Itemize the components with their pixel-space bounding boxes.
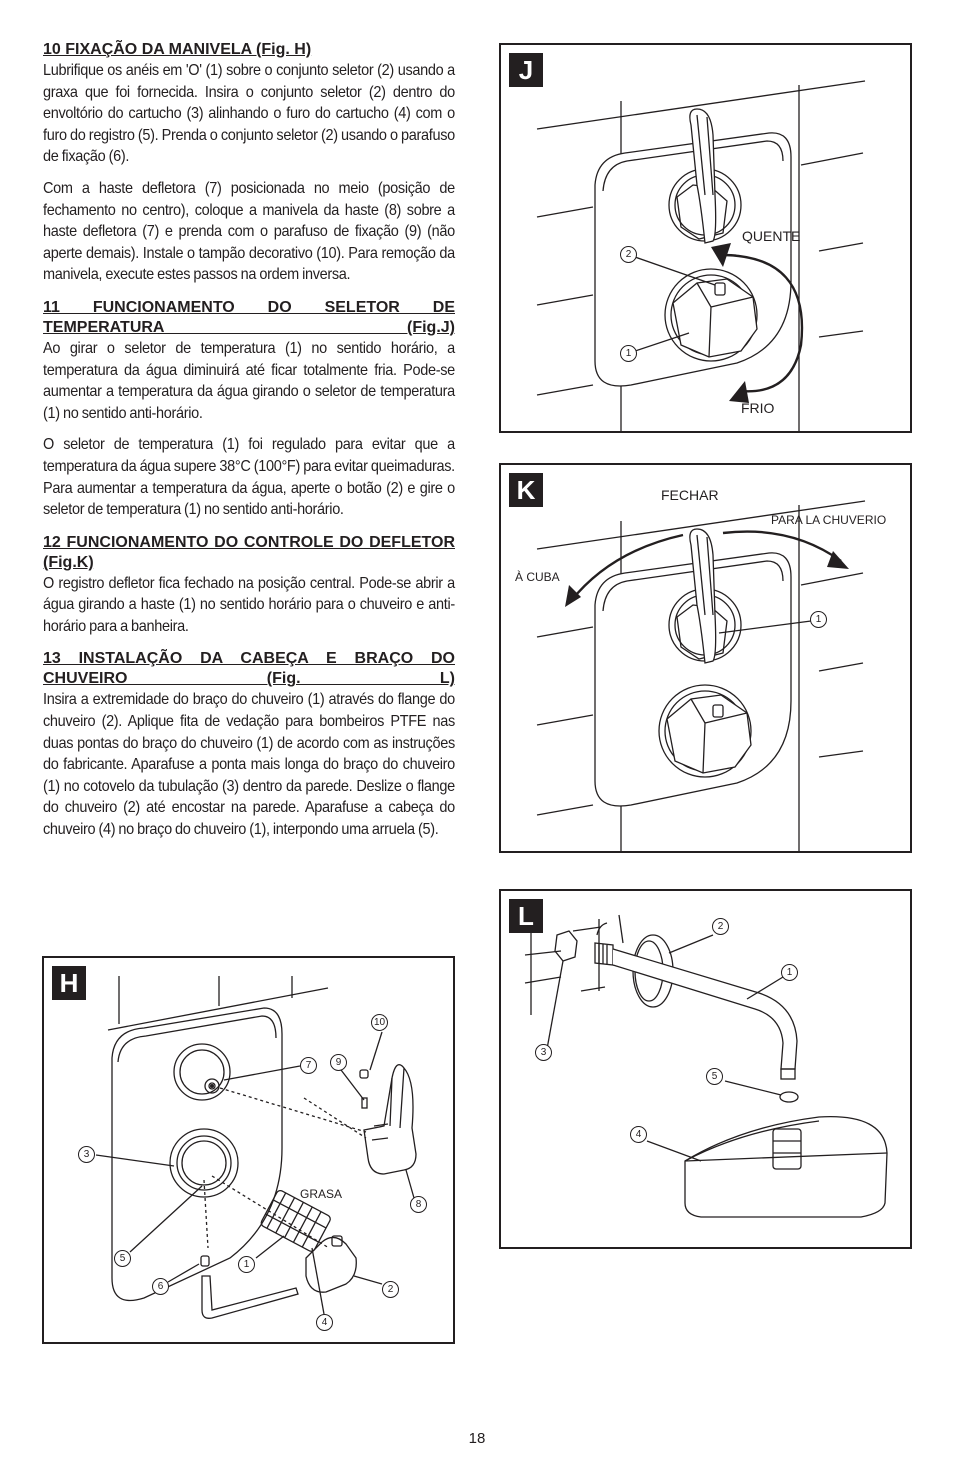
- section-12-title: 12 FUNCIONAMENTO DO CONTROLE DO DEFLETOR (Fig.K): [43, 533, 455, 571]
- figure-h-callout-10: 10: [371, 1014, 388, 1031]
- section-13-paragraph-1: Insira a extremidade do braço do chuveiro (1) através do flange do chuveiro (2). Aplique fita de vedação para bombeiros PTFE nas duas pontas do braço do chuveiro (1) de acordo com as instruções do fabricante. Aparafuse a ponta mais longa do braço do chuveiro (1) no cotovelo da tubulação (3) dentro da parede. Deslize o flange do chuveiro (2) até encostar na parede. Aparafuse a cabeça do chuveiro (4) no braço do chuveiro (1), interpondo uma arruela (5).: [43, 691, 455, 839]
- figure-h-callout-4: 4: [316, 1314, 333, 1331]
- figure-h-callout-3: 3: [78, 1146, 95, 1163]
- section-10-paragraph-1: Lubrifique os anéis em 'O' (1) sobre o conjunto seletor (2) usando a graxa que foi fornecida. Insira o conjunto seletor (2) dentro do envoltório do cartucho (3) alinhando o furo do cartucho (4) com o furo do registro (5). Prenda o conjunto seletor (2) usando o parafuso de fixação (6).: [43, 62, 455, 166]
- figure-l-callout-3: 3: [535, 1044, 552, 1061]
- figure-k-callout-1: 1: [810, 611, 827, 628]
- figure-h-callout-2: 2: [382, 1281, 399, 1298]
- figure-h: [42, 956, 455, 1344]
- figure-l-callout-4: 4: [630, 1126, 647, 1143]
- instructions-column: [43, 40, 455, 841]
- figure-k-letter: K: [509, 473, 543, 507]
- figure-j-letter: J: [509, 53, 543, 87]
- figure-h-letter: H: [52, 966, 86, 1000]
- figure-j-callout-2: 2: [620, 246, 637, 263]
- figure-h-callout-1: 1: [238, 1256, 255, 1273]
- figure-k-shower-label: PARA LA CHUVERIO: [771, 513, 887, 527]
- figure-l-letter: L: [509, 899, 543, 933]
- figure-l-callout-2: 2: [712, 918, 729, 935]
- section-10-paragraph-2: Com a haste defletora (7) posicionada no meio (posição de fechamento no centro), coloque a manivela da haste (8) sobre a haste defletora (7) e prenda com o parafuso de fixação (9) (não aperte demais). Instale o tampão decorativo (10). Para remoção da manivela, execute estes passos na ordem inversa.: [43, 179, 455, 284]
- figure-j-cold-label: FRIO: [741, 400, 775, 416]
- figure-j: [499, 43, 912, 433]
- figure-h-grasa-label: GRASA: [300, 1187, 343, 1201]
- page-number: 18: [468, 1430, 486, 1447]
- section-13-title: 13 INSTALAÇÃO DA CABEÇA E BRAÇO DO CHUVEIRO (Fig. L): [43, 650, 455, 688]
- figure-l: [499, 889, 912, 1249]
- figure-j-hot-label: QUENTE: [742, 228, 801, 244]
- figure-j-drawing: [501, 45, 914, 435]
- figure-h-callout-9: 9: [330, 1054, 347, 1071]
- section-11-paragraph-2: O seletor de temperatura (1) foi regulado para evitar que a temperatura da água supere 38°C (100°F) para evitar queimaduras. Para aumentar a temperatura da água, aperte o botão (2) e gire o seletor de temperatura (1) no sentido anti-horário.: [43, 436, 455, 519]
- section-12-paragraph-1: O registro defletor fica fechado na posição central. Pode-se abrir a água girando a haste (1) no sentido horário para o chuveiro e anti-horário para a banheira.: [43, 574, 455, 635]
- figure-h-callout-6: 6: [152, 1278, 169, 1295]
- figure-l-callout-5: 5: [706, 1068, 723, 1085]
- figure-h-callout-7: 7: [300, 1057, 317, 1074]
- section-10-title: 10 FIXAÇÃO DA MANIVELA (Fig. H): [43, 41, 312, 58]
- figure-j-callout-1: 1: [620, 345, 637, 362]
- figure-l-callout-1: 1: [781, 964, 798, 981]
- figure-h-callout-8: 8: [410, 1196, 427, 1213]
- figure-k: [499, 463, 912, 853]
- section-11-title: 11 FUNCIONAMENTO DO SELETOR DE TEMPERATURA (Fig.J): [43, 298, 455, 336]
- figure-k-close-label: FECHAR: [661, 487, 719, 503]
- section-11-paragraph-1: Ao girar o seletor de temperatura (1) no sentido horário, a temperatura da água diminuirá até ficar totalmente fria. Pode-se aumentar a temperatura da água girando o seletor de temperatura (1) no sentido anti-horário.: [43, 339, 455, 422]
- figure-k-tub-label: À CUBA: [515, 570, 560, 584]
- figure-h-callout-5: 5: [114, 1250, 131, 1267]
